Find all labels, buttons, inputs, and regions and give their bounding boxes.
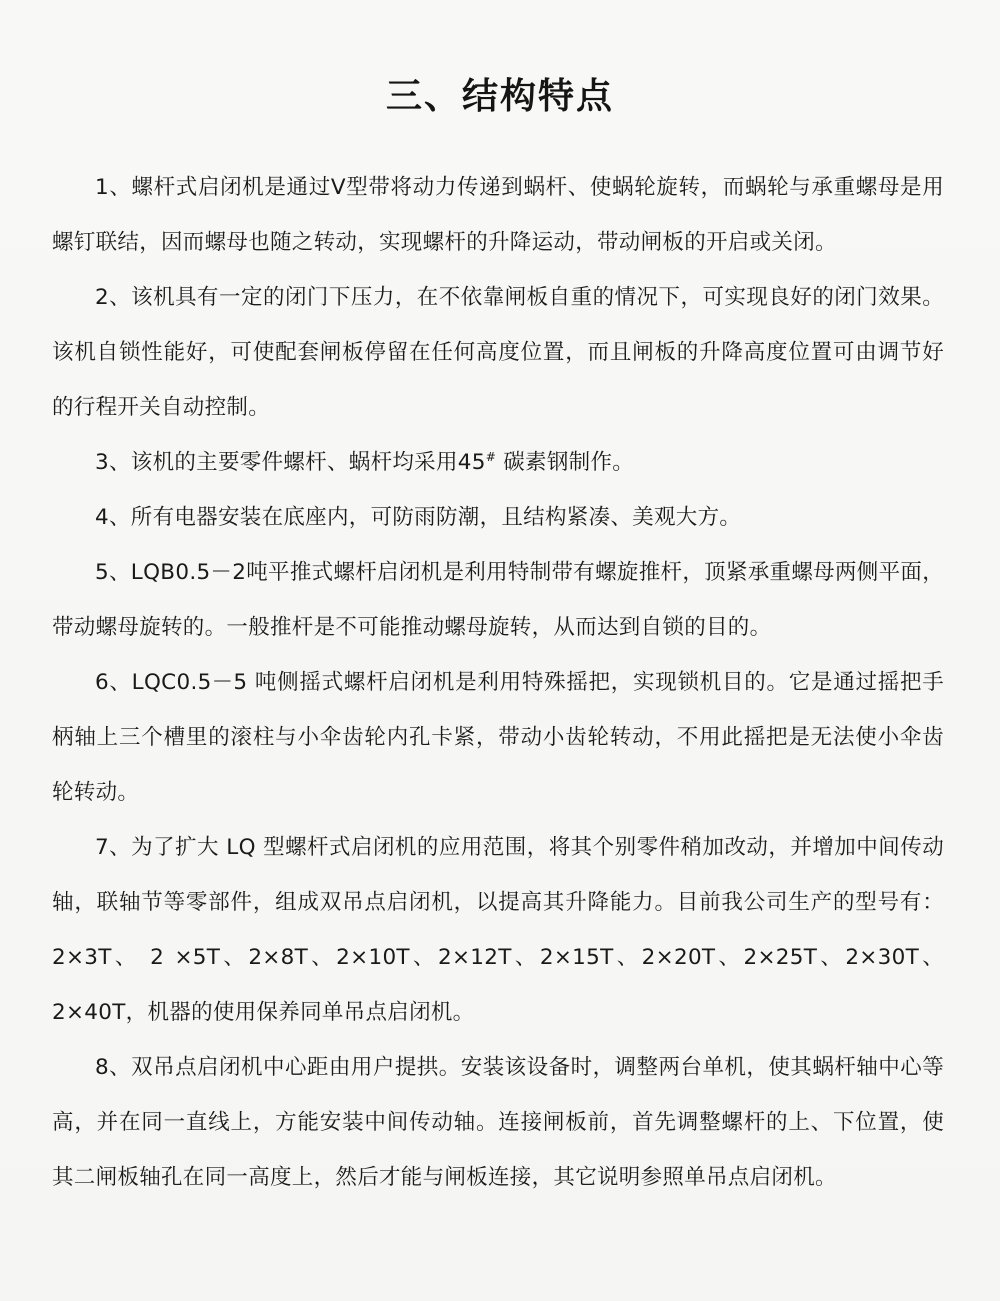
paragraph-8: 8、双吊点启闭机中心距由用户提拱。安装该设备时，调整两台单机，使其蜗杆轴中心等高，并在同一直线上，方能安装中间传动轴。连接闸板前，首先调整螺杆的上、下位置，使其二闸板轴孔在同一高度上，然后才能与闸板连接，其它说明参照单吊点启闭机。	[52, 1055, 944, 1190]
paragraph-3-tail: 碳素钢制作。	[496, 450, 635, 475]
section-title: 三、结构特点	[385, 76, 614, 117]
paragraph-7: 7、为了扩大 LQ 型螺杆式启闭机的应用范围，将其个别零件稍加改动，并增加中间传动轴，联轴节等零部件，组成双吊点启闭机，以提高其升降能力。目前我公司生产的型号有：2×3T、 2 ×5T、2×8T、2×10T、2×12T、2×15T、2×20T、2×25T、2×30T、2×40T，机器的使用保养同单吊点启闭机。	[52, 835, 944, 1025]
paragraph-6: 6、LQC0.5－5 吨侧摇式螺杆启闭机是利用特殊摇把，实现锁机目的。它是通过摇把手柄轴上三个槽里的滚柱与小伞齿轮内孔卡紧，带动小齿轮转动，不用此摇把是无法使小伞齿轮转动。	[52, 670, 944, 805]
paragraph-3	[52, 435, 944, 490]
paragraph-4: 4、所有电器安装在底座内，可防雨防潮，且结构紧凑、美观大方。	[95, 505, 742, 530]
body-text	[52, 160, 944, 1205]
paragraph-5: 5、LQB0.5－2吨平推式螺杆启闭机是利用特制带有螺旋推杆，顶紧承重螺母两侧平面，带动螺母旋转的。一般推杆是不可能推动螺母旋转，从而达到自锁的目的。	[52, 560, 944, 640]
paragraph-3-text: 3、该机的主要零件螺杆、蜗杆均采用45	[95, 450, 486, 475]
paragraph-1: 1、螺杆式启闭机是通过V型带将动力传递到蜗杆、使蜗轮旋转，而蜗轮与承重螺母是用螺钉联结，因而螺母也随之转动，实现螺杆的升降运动，带动闸板的开启或关闭。	[52, 175, 944, 255]
paragraph-2: 2、该机具有一定的闭门下压力，在不依靠闸板自重的情况下，可实现良好的闭门效果。该机自锁性能好，可使配套闸板停留在任何高度位置，而且闸板的升降高度位置可由调节好的行程开关自动控制。	[52, 285, 944, 420]
grade-superscript: #	[485, 449, 497, 464]
